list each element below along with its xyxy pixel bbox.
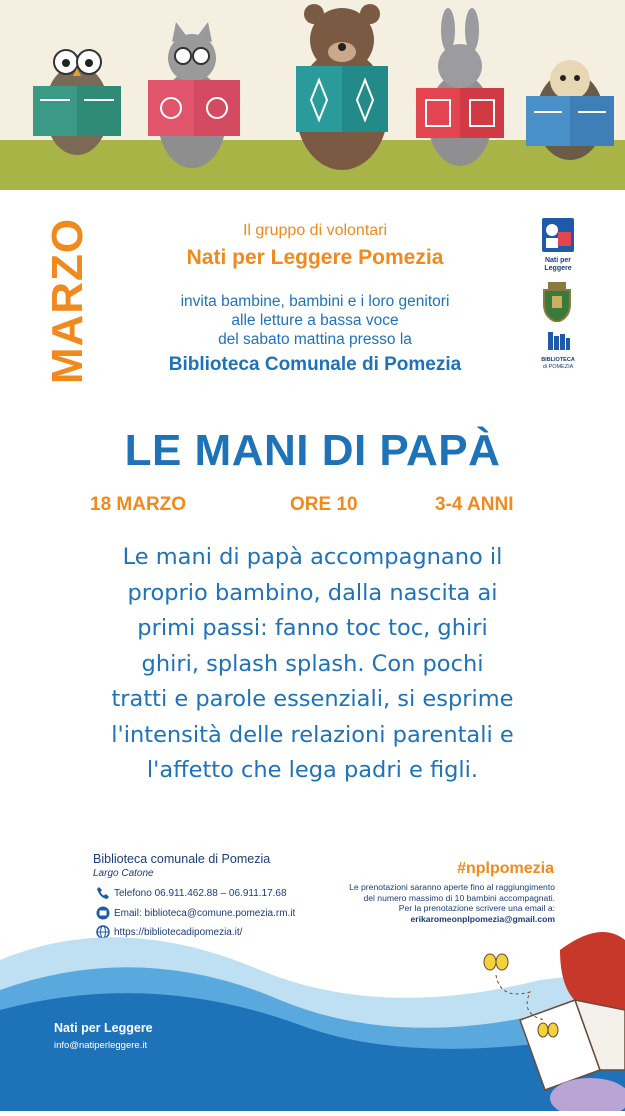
bear-reading-illustration — [296, 4, 388, 170]
butterfly-icon — [484, 954, 508, 970]
booking-line: del numero massimo di 10 bambini accompagnati. — [363, 892, 555, 903]
description-line: l'intensità delle relazioni parentali e — [111, 721, 514, 748]
invite-line: del sabato mattina presso la — [218, 331, 412, 348]
intro-line: Il gruppo di volontari — [242, 222, 388, 239]
description-line: tratti e parole essenziali, si esprime — [111, 686, 514, 712]
invite-line: alle letture a bassa voce — [231, 312, 399, 329]
group-name: Nati per Leggere Pomezia — [186, 246, 444, 269]
footer-waves — [0, 920, 625, 1111]
biblioteca-logo-line: di POMEZIA — [542, 364, 574, 370]
footer-org-name: Nati per Leggere — [54, 1021, 153, 1035]
owl-reading-illustration — [33, 50, 121, 155]
description-line: Le mani di papà accompagnano il — [122, 544, 503, 570]
description-line: primi passi: fanno toc toc, ghiri — [137, 615, 488, 641]
biblioteca-pomezia-logo — [536, 330, 580, 371]
description-line: l'affetto che lega padri e figli. — [146, 757, 479, 783]
phone-icon — [96, 886, 110, 900]
hedgehog-reading-illustration — [526, 60, 614, 160]
contact-library-name: Biblioteca comunale di Pomezia — [93, 852, 271, 866]
description-line: ghiri, splash splash. Con pochi — [141, 650, 484, 677]
contact-address: Largo Catone — [93, 868, 154, 879]
contact-phone: Telefono 06.911.462.88 – 06.911.17.68 — [114, 887, 287, 899]
booking-email[interactable]: erikaromeonplpomezia@gmail.com — [410, 913, 555, 924]
biblioteca-logo-line: BIBLIOTECA — [541, 357, 575, 363]
invite-line: invita bambine, bambini e i loro genitori — [180, 293, 450, 310]
event-title: LE MANI DI PAPÀ — [124, 426, 501, 475]
month-text: MARZO — [43, 217, 92, 385]
hero-illustration — [0, 0, 625, 190]
event-description — [60, 540, 565, 789]
footer-email[interactable]: info@natiperleggere.it — [54, 1040, 148, 1051]
contact-phone-row — [96, 886, 287, 900]
nati-per-leggere-logo — [540, 218, 576, 273]
event-age: 3-4 ANNI — [435, 494, 514, 515]
pomezia-coat-of-arms-logo — [540, 282, 574, 322]
npl-logo-line: Leggere — [544, 265, 572, 272]
email-icon — [96, 906, 110, 920]
booking-note — [300, 882, 555, 924]
contact-email[interactable]: Email: biblioteca@comune.pomezia.rm.it — [114, 907, 296, 919]
event-time: ORE 10 — [290, 494, 358, 515]
contact-email-row — [96, 906, 295, 920]
month-label — [38, 217, 98, 385]
library-name: Biblioteca Comunale di Pomezia — [168, 354, 462, 375]
npl-logo-line: Nati per — [544, 257, 572, 264]
contact-website[interactable]: https://bibliotecadipomezia.it/ — [114, 926, 243, 938]
invite-text — [110, 292, 520, 349]
booking-line: Per la prenotazione scrivere una email a: — [398, 903, 555, 913]
description-line: proprio bambino, dalla nascita ai — [127, 579, 498, 606]
hashtag: #nplpomezia — [457, 860, 554, 877]
event-date: 18 MARZO — [90, 494, 187, 515]
booking-line: Le prenotazioni saranno aperte fino al raggiungimento — [349, 882, 555, 892]
